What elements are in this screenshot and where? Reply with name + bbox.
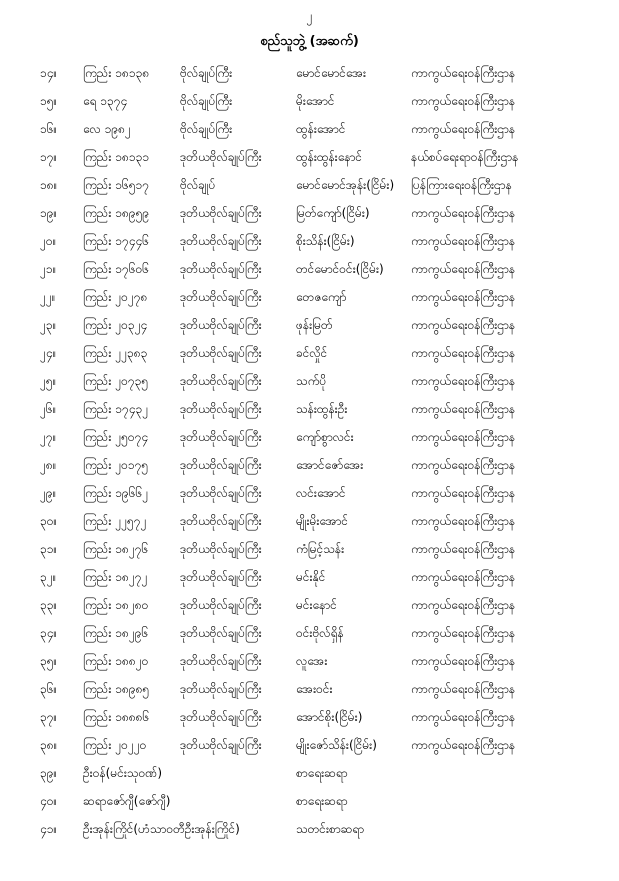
row-number: ၃၅။ [40, 654, 58, 668]
row-number: ၃၉။ [40, 766, 58, 780]
row-number: ၃၇။ [40, 710, 58, 724]
row-number: ၁၉။ [40, 206, 58, 220]
person-name: လူအေး [296, 654, 328, 668]
person-name: ခင်လှိုင် [296, 346, 328, 360]
ministry: ကာကွယ်ရေးဝန်ကြီးဌာန [411, 402, 516, 416]
row-number: ၃၀။ [40, 514, 58, 528]
service-number: ကြည်း ၂၂၃၈၃ [83, 346, 148, 360]
service-number: ကြည်း ၂၂၅၇၂ [83, 514, 147, 528]
list-row [0, 816, 619, 844]
ministry: ကာကွယ်ရေးဝန်ကြီးဌာန [411, 626, 516, 640]
ministry: ကာကွယ်ရေးဝန်ကြီးဌာန [411, 262, 516, 276]
rank: ဒုတိယဗိုလ်ချုပ်ကြီး [180, 346, 262, 360]
rank: ဒုတိယဗိုလ်ချုပ်ကြီး [180, 682, 262, 696]
rank: ဒုတိယဗိုလ်ချုပ်ကြီး [180, 570, 262, 584]
person-name: မောင်မောင်အေး [296, 66, 367, 80]
list-row [0, 760, 619, 788]
service-number: ကြည်း ၁၈၈၈၆ [83, 710, 150, 724]
person-name: မင်းနိုင် [296, 570, 326, 584]
person-name: မောင်မောင်အုန်း(ငြိမ်း) [296, 178, 395, 192]
page-title: စည်သူဘွဲ့ (အဆက်) [260, 34, 359, 49]
service-number: လေ ၁၉၈၂ [83, 122, 131, 136]
ministry: ကာကွယ်ရေးဝန်ကြီးဌာန [411, 318, 516, 332]
ministry: ကာကွယ်ရေးဝန်ကြီးဌာန [411, 346, 516, 360]
list-row [0, 732, 619, 760]
person-name: မိုးအောင် [296, 94, 335, 108]
rank: ဒုတိယဗိုလ်ချုပ်ကြီး [180, 654, 262, 668]
rank: ဒုတိယဗိုလ်ချုပ်ကြီး [180, 318, 262, 332]
row-number: ၄၁။ [40, 822, 58, 836]
row-number: ၃၁။ [40, 542, 58, 556]
list-row [0, 564, 619, 592]
profession: သတင်းစာဆရာ [296, 822, 365, 836]
row-number: ၃၆။ [40, 682, 58, 696]
person-name: မျိုးမိုးအောင် [296, 514, 349, 528]
rank: ဒုတိယဗိုလ်ချုပ်ကြီး [180, 514, 262, 528]
list-row [0, 788, 619, 816]
list-row [0, 228, 619, 256]
rank: ဗိုလ်ချုပ်ကြီး [180, 94, 233, 108]
person-name: ကံမြင့်သန်း [296, 542, 345, 556]
service-number: ရေ ၁၃၇၄ [83, 94, 128, 108]
ministry: ကာကွယ်ရေးဝန်ကြီးဌာန [411, 654, 516, 668]
row-number: ၂၈။ [40, 458, 57, 472]
person-name: ထွန်းထွန်းနောင် [296, 150, 363, 164]
rank: ဒုတိယဗိုလ်ချုပ်ကြီး [180, 458, 262, 472]
rank: ဒုတိယဗိုလ်ချုပ်ကြီး [180, 738, 262, 752]
list-row [0, 200, 619, 228]
list-row [0, 648, 619, 676]
rank: ဒုတိယဗိုလ်ချုပ်ကြီး [180, 626, 262, 640]
ministry: ကာကွယ်ရေးဝန်ကြီးဌာန [411, 206, 516, 220]
person-name: ကျော်စွာလင်း [296, 430, 354, 444]
service-number: ကြည်း ၁၈၂၇၂ [83, 570, 148, 584]
row-number: ၂၉။ [40, 486, 57, 500]
rank: ဒုတိယဗိုလ်ချုပ်ကြီး [180, 430, 262, 444]
list-row [0, 508, 619, 536]
person-name: မျိုးဇော်သိန်း(ငြိမ်း) [296, 738, 377, 752]
list-row [0, 676, 619, 704]
rank: ဒုတိယဗိုလ်ချုပ်ကြီး [180, 262, 262, 276]
service-number: ကြည်း ၁၇၄၃၂ [83, 402, 149, 416]
rank: ဒုတိယဗိုလ်ချုပ်ကြီး [180, 374, 262, 388]
rank: ဒုတိယဗိုလ်ချုပ်ကြီး [180, 710, 262, 724]
ministry: ကာကွယ်ရေးဝန်ကြီးဌာန [411, 570, 516, 584]
person-name: အေးဝင်း [296, 682, 333, 696]
ministry: ကာကွယ်ရေးဝန်ကြီးဌာန [411, 486, 516, 500]
row-number: ၄၀။ [40, 794, 58, 808]
row-number: ၁၇။ [40, 150, 58, 164]
rank: ဒုတိယဗိုလ်ချုပ်ကြီး [180, 150, 262, 164]
list-row [0, 256, 619, 284]
service-number: ကြည်း ၁၈၂၈၀ [83, 598, 149, 612]
person-name: ဖုန်းမြတ် [296, 318, 333, 332]
ministry: ကာကွယ်ရေးဝန်ကြီးဌာန [411, 682, 516, 696]
service-number: ကြည်း ၂၀၇၃၅ [83, 374, 149, 388]
ministry: နယ်စပ်ရေးရာဝန်ကြီးဌာန [411, 150, 519, 164]
list-row [0, 704, 619, 732]
service-number: ကြည်း ၁၇၄၄၆ [83, 234, 149, 248]
list-row [0, 452, 619, 480]
honors-list [0, 60, 619, 844]
page-number: ၂ [306, 9, 313, 23]
person-name: ဦးအုန်းကြိုင်(ဟံသာဝတီဦးအုန်းကြိုင်) [83, 822, 240, 836]
row-number: ၂၀။ [40, 234, 57, 248]
person-name: စိုးသိန်း(ငြိမ်း) [296, 234, 355, 248]
row-number: ၁၅။ [40, 94, 58, 108]
row-number: ၃၃။ [40, 598, 58, 612]
rank: ဒုတိယဗိုလ်ချုပ်ကြီး [180, 542, 262, 556]
service-number: ကြည်း ၁၈၁၃၈ [83, 66, 150, 80]
person-name: သန်းထွန်းဦး [296, 402, 348, 416]
list-row [0, 620, 619, 648]
service-number: ကြည်း ၁၈၁၃၁ [83, 150, 150, 164]
row-number: ၂၃။ [40, 318, 57, 332]
service-number: ကြည်း ၂၀၁၇၅ [83, 458, 149, 472]
ministry: ကာကွယ်ရေးဝန်ကြီးဌာန [411, 94, 516, 108]
ministry: ကာကွယ်ရေးဝန်ကြီးဌာန [411, 430, 516, 444]
rank: ဒုတိယဗိုလ်ချုပ်ကြီး [180, 290, 262, 304]
rank: ဗိုလ်ချုပ် [180, 178, 216, 192]
person-name: ဦးဝန်(မင်းသုဝဏ်) [83, 766, 163, 780]
ministry: ကာကွယ်ရေးဝန်ကြီးဌာန [411, 514, 516, 528]
list-row [0, 480, 619, 508]
service-number: ကြည်း ၁၉၆၆၂ [83, 486, 149, 500]
row-number: ၃၈။ [40, 738, 58, 752]
list-row [0, 172, 619, 200]
list-row [0, 116, 619, 144]
rank: ဗိုလ်ချုပ်ကြီး [180, 122, 233, 136]
rank: ဒုတိယဗိုလ်ချုပ်ကြီး [180, 402, 262, 416]
list-row [0, 424, 619, 452]
person-name: အောင်ဇော်အေး [296, 458, 364, 472]
service-number: ကြည်း ၂၀၂၇၈ [83, 290, 148, 304]
person-name: မင်းနောင် [296, 598, 337, 612]
ministry: ကာကွယ်ရေးဝန်ကြီးဌာန [411, 458, 516, 472]
ministry: ပြန်ကြားရေးဝန်ကြီးဌာန [411, 178, 512, 192]
service-number: ကြည်း ၁၇၆၀၆ [83, 262, 149, 276]
row-number: ၂၂။ [40, 290, 56, 304]
row-number: ၁၄။ [40, 66, 58, 80]
list-row [0, 284, 619, 312]
list-row [0, 60, 619, 88]
row-number: ၁၆။ [40, 122, 58, 136]
list-row [0, 536, 619, 564]
person-name: ဝင်းဗိုလ်ရှိန် [296, 626, 344, 640]
row-number: ၁၈။ [40, 178, 58, 192]
row-number: ၂၁။ [40, 262, 57, 276]
row-number: ၃၄။ [40, 626, 58, 640]
ministry: ကာကွယ်ရေးဝန်ကြီးဌာန [411, 290, 516, 304]
ministry: ကာကွယ်ရေးဝန်ကြီးဌာန [411, 542, 516, 556]
ministry: ကာကွယ်ရေးဝန်ကြီးဌာန [411, 122, 516, 136]
row-number: ၂၅။ [40, 374, 57, 388]
profession: စာရေးဆရာ [296, 794, 348, 808]
list-row [0, 396, 619, 424]
service-number: ကြည်း ၂၅၀၇၄ [83, 430, 149, 444]
person-name: သက်ပို [296, 374, 327, 388]
service-number: ကြည်း ၂၀၂၂၀ [83, 738, 147, 752]
list-row [0, 312, 619, 340]
list-row [0, 340, 619, 368]
list-row [0, 88, 619, 116]
rank: ဗိုလ်ချုပ်ကြီး [180, 66, 233, 80]
service-number: ကြည်း ၁၈၂၇၆ [83, 542, 149, 556]
person-name: မြတ်ကျော်(ငြိမ်း) [296, 206, 370, 220]
person-name: ဆရာဇော်ဂျီ(ဇော်ဂျီ) [83, 794, 171, 808]
list-row [0, 368, 619, 396]
service-number: ကြည်း ၁၈၉၅၉ [83, 206, 150, 220]
person-name: လင်းအောင် [296, 486, 346, 500]
row-number: ၂၆။ [40, 402, 57, 416]
row-number: ၃၂။ [40, 570, 57, 584]
service-number: ကြည်း ၁၈၈၂၀ [83, 654, 149, 668]
service-number: ကြည်း ၁၆၅၁၇ [83, 178, 149, 192]
person-name: အောင်စိုး(ငြိမ်း) [296, 710, 363, 724]
rank: ဒုတိယဗိုလ်ချုပ်ကြီး [180, 234, 262, 248]
list-row [0, 144, 619, 172]
person-name: တင်မောင်ဝင်း(ငြိမ်း) [296, 262, 384, 276]
ministry: ကာကွယ်ရေးဝန်ကြီးဌာန [411, 598, 516, 612]
service-number: ကြည်း ၂၀၃၂၄ [83, 318, 148, 332]
person-name: ထွန်းအောင် [296, 122, 346, 136]
rank: ဒုတိယဗိုလ်ချုပ်ကြီး [180, 598, 262, 612]
rank: ဒုတိယဗိုလ်ချုပ်ကြီး [180, 206, 262, 220]
service-number: ကြည်း ၁၈၂၉၆ [83, 626, 149, 640]
row-number: ၂၇။ [40, 430, 57, 444]
row-number: ၂၄။ [40, 346, 57, 360]
ministry: ကာကွယ်ရေးဝန်ကြီးဌာန [411, 66, 516, 80]
ministry: ကာကွယ်ရေးဝန်ကြီးဌာန [411, 374, 516, 388]
ministry: ကာကွယ်ရေးဝန်ကြီးဌာန [411, 234, 516, 248]
profession: စာရေးဆရာ [296, 766, 348, 780]
person-name: တေဇကျော် [296, 290, 347, 304]
ministry: ကာကွယ်ရေးဝန်ကြီးဌာန [411, 738, 516, 752]
rank: ဒုတိယဗိုလ်ချုပ်ကြီး [180, 486, 262, 500]
list-row [0, 592, 619, 620]
service-number: ကြည်း ၁၈၉၈၅ [83, 682, 150, 696]
ministry: ကာကွယ်ရေးဝန်ကြီးဌာန [411, 710, 516, 724]
